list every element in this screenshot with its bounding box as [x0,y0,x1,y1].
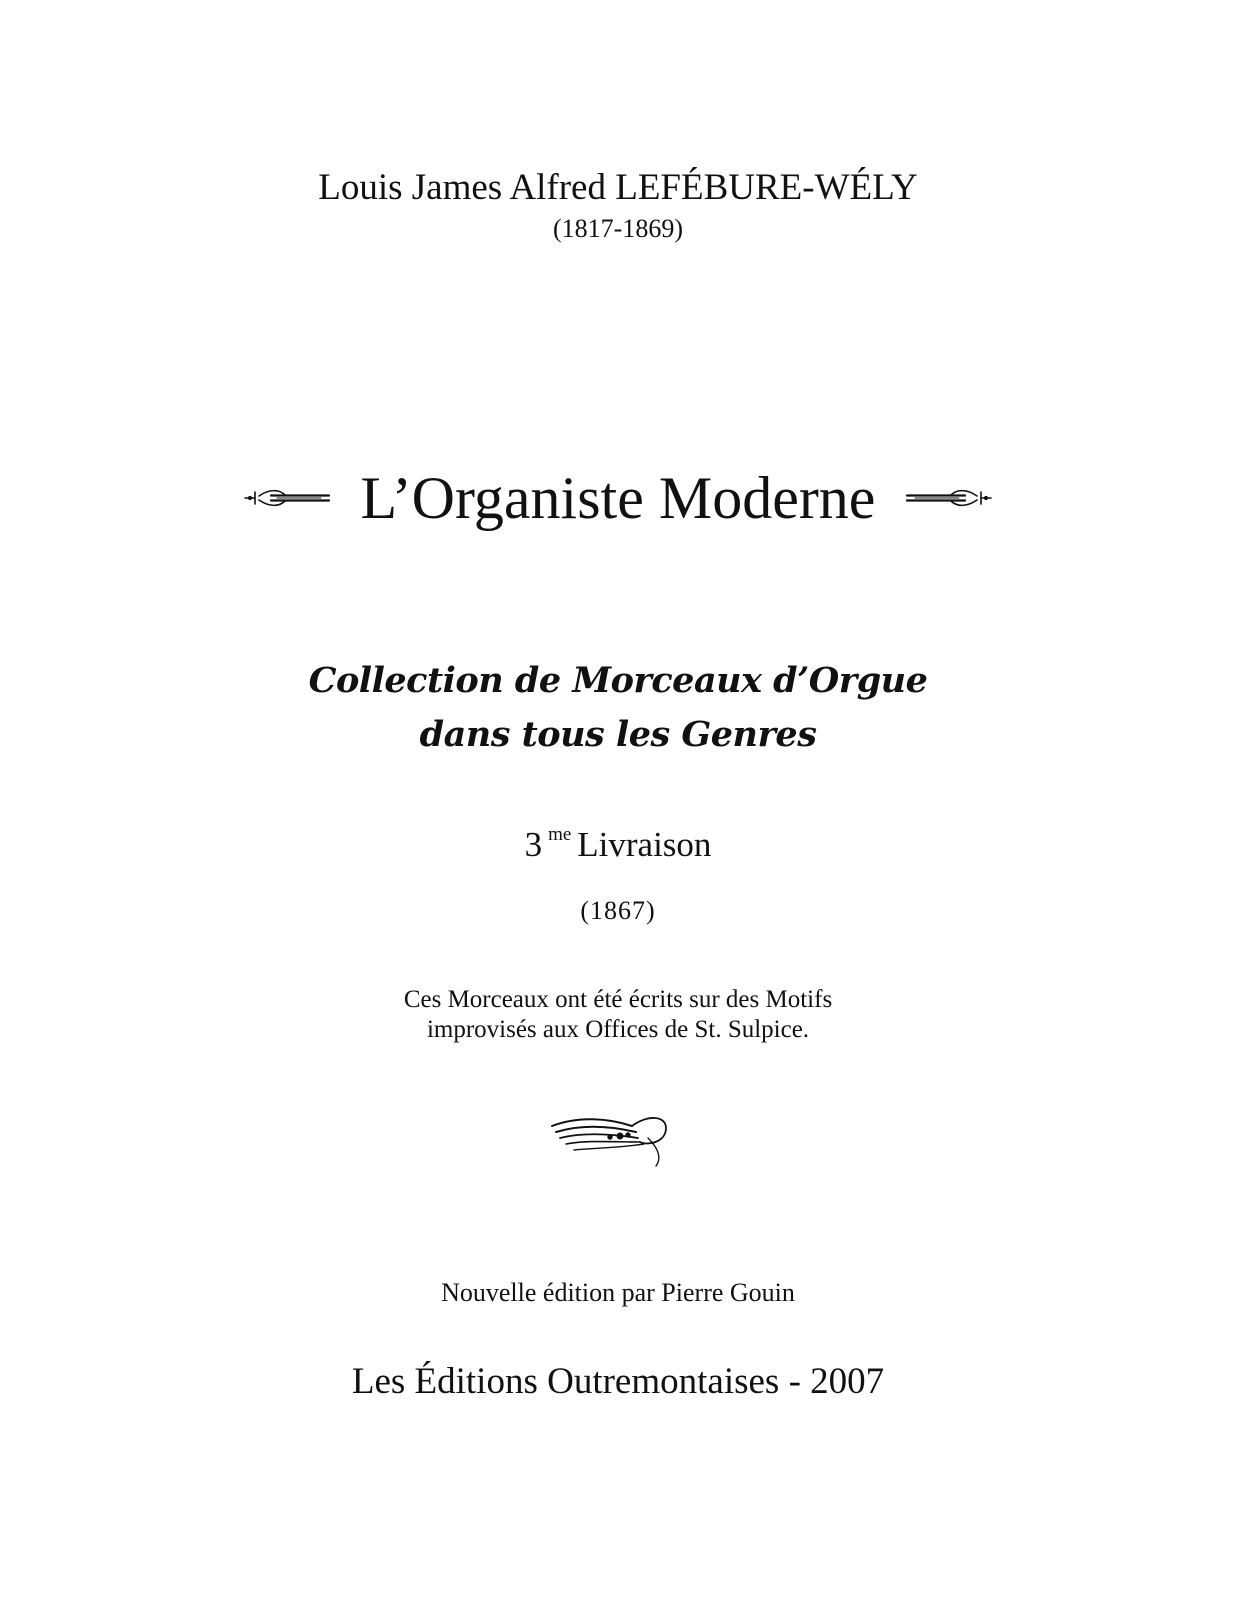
note-line-2: improvisés aux Offices de St. Sulpice. [426,1016,810,1043]
title-row [0,458,1236,538]
livraison-label: Livraison [577,825,712,864]
note-line-1: Ces Morceaux ont été écrits sur des Motifs [403,986,833,1013]
subtitle-line-1: Collection de Morceaux d’Orgue [308,660,928,701]
subtitle-line-2: dans tous les Genres [419,714,817,755]
composer-dates: (1817-1869) [553,214,683,243]
publisher-credit: Les Éditions Outremontaises - 2007 [351,1361,885,1402]
livraison-suffix: me [548,824,572,845]
main-title: L’Organiste Moderne [360,465,876,531]
editor-credit: Nouvelle édition par Pierre Gouin [441,1278,795,1307]
livraison-number: 3 [524,825,543,864]
flourish-icon [548,1108,672,1168]
livraison [0,824,1236,865]
right-ornament-icon [903,483,995,513]
composer-name: Louis James Alfred LEFÉBURE-WÉLY [318,167,918,208]
left-ornament-icon [241,483,333,513]
publication-year: (1867) [580,896,656,925]
